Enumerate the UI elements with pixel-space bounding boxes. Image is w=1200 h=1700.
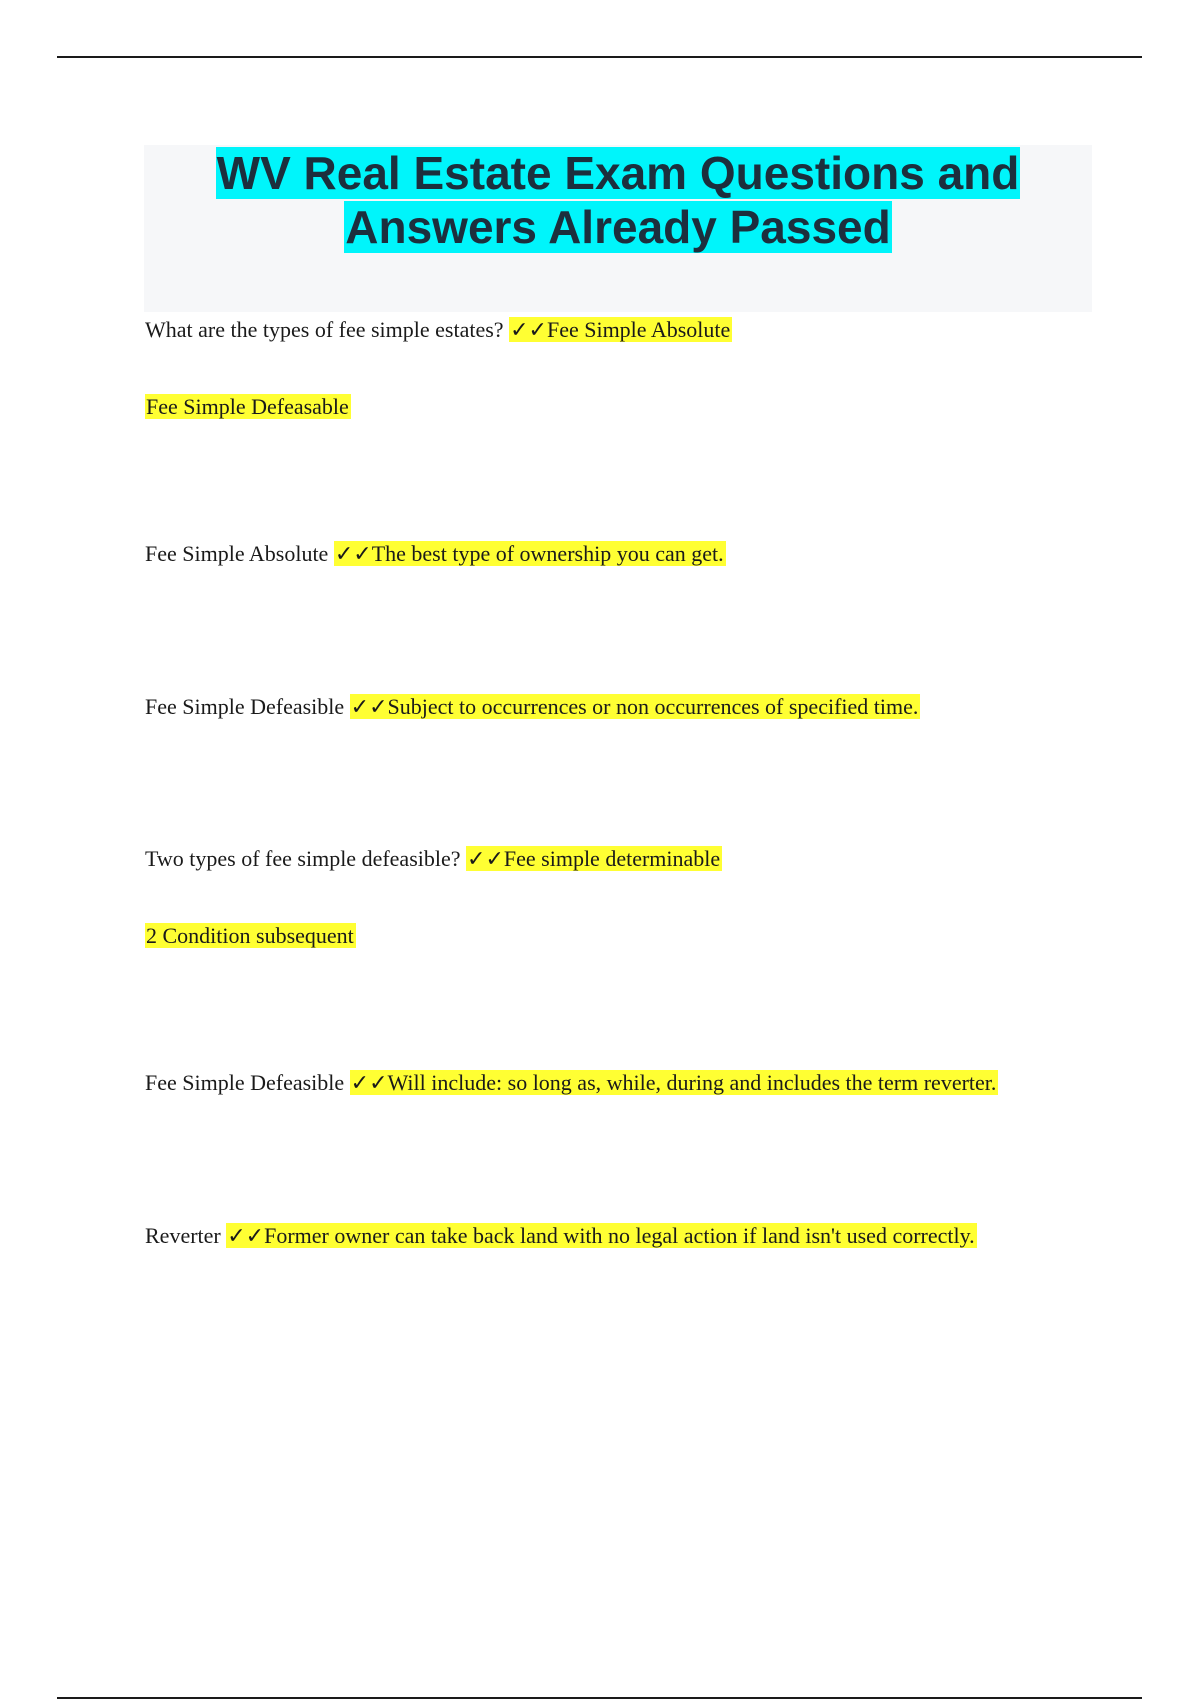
answer-text: The best type of ownership you can get. <box>371 541 724 566</box>
qa-item-2 <box>145 540 726 569</box>
answer-continuation: Fee Simple Defeasable <box>146 394 349 419</box>
double-check-icon: ✓✓ <box>350 695 388 720</box>
title-line-1: WV Real Estate Exam Questions and <box>216 147 1020 199</box>
qa-item-3 <box>145 693 920 722</box>
qa-item-1 <box>145 316 732 345</box>
top-divider <box>57 56 1142 58</box>
answer-highlight <box>350 1070 999 1095</box>
title-line-2: Answers Already Passed <box>345 201 891 253</box>
double-check-icon: ✓✓ <box>510 318 547 343</box>
answer-text: Subject to occurrences or non occurrences of specified time. <box>387 694 919 719</box>
answer-text: Fee Simple Absolute <box>546 317 731 342</box>
answer-text: Fee simple determinable <box>503 846 721 871</box>
question-text: Reverter <box>145 1223 227 1248</box>
answer-highlight <box>350 694 921 719</box>
answer-continuation: 2 Condition subsequent <box>146 923 354 948</box>
double-check-icon: ✓✓ <box>334 542 372 567</box>
qa-item-6 <box>145 1222 977 1251</box>
qa-item-4 <box>145 845 722 874</box>
double-check-icon: ✓✓ <box>350 1071 388 1096</box>
qa-item-1-continuation <box>145 393 351 421</box>
answer-highlight <box>509 317 732 342</box>
question-text: Two types of fee simple defeasible? <box>145 846 467 871</box>
double-check-icon: ✓✓ <box>227 1224 265 1249</box>
document-title <box>144 146 1092 254</box>
bottom-divider <box>57 1697 1142 1699</box>
answer-highlight <box>226 1223 976 1248</box>
qa-item-4-continuation <box>145 922 356 950</box>
answer-highlight <box>466 846 722 871</box>
question-text: What are the types of fee simple estates? <box>145 317 510 342</box>
question-text: Fee Simple Defeasible <box>145 1070 350 1095</box>
double-check-icon: ✓✓ <box>467 847 504 872</box>
answer-text: Former owner can take back land with no legal action if land isn't used correctly. <box>264 1223 975 1248</box>
qa-item-5 <box>145 1069 998 1098</box>
answer-text: Will include: so long as, while, during and includes the term reverter. <box>387 1070 997 1095</box>
question-text: Fee Simple Absolute <box>145 541 334 566</box>
answer-highlight <box>334 541 726 566</box>
question-text: Fee Simple Defeasible <box>145 694 350 719</box>
